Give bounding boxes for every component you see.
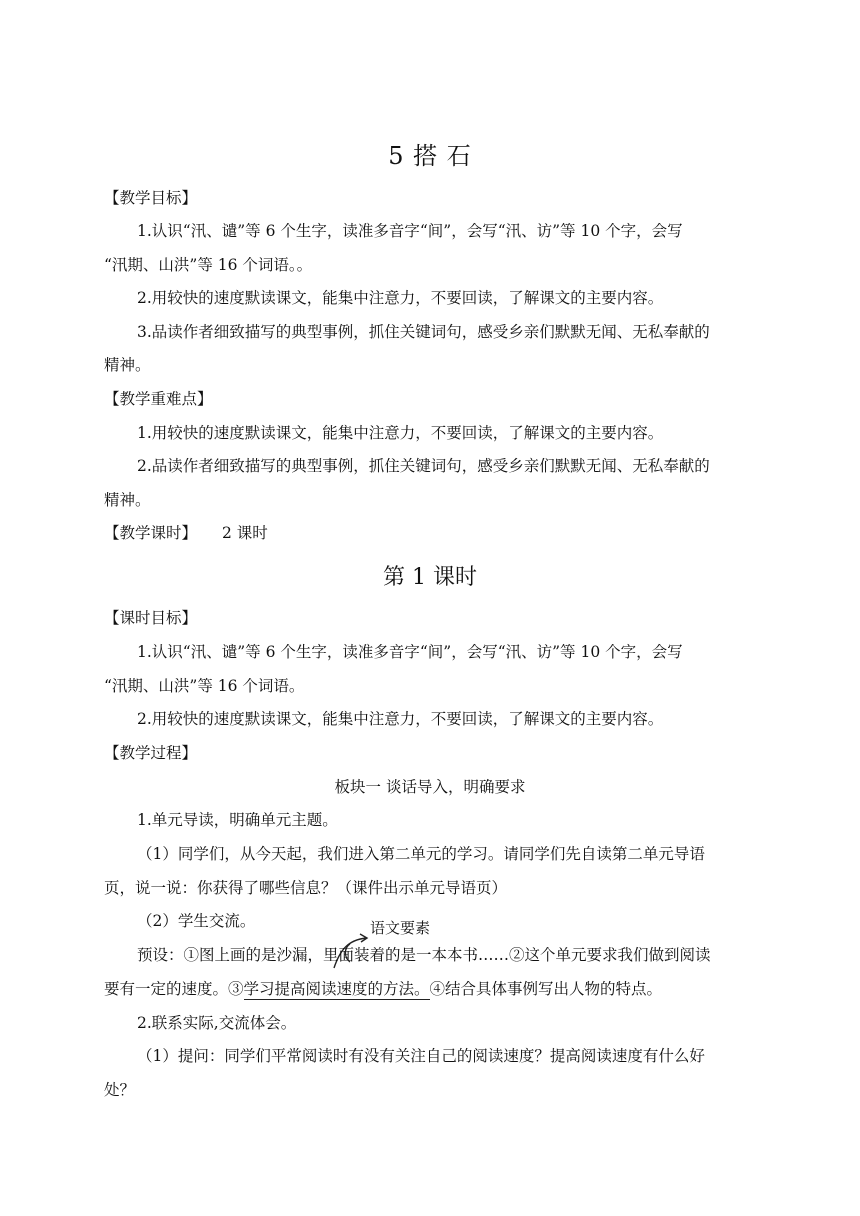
preset-line2 (104, 977, 662, 999)
step-1-1-line2: 页，说一说：你获得了哪些信息？（课件出示单元导语页） (104, 879, 508, 897)
step-2-1-line1: （1）提问：同学们平常阅读时有没有关注自己的阅读速度？提高阅读速度有什么好 (137, 1047, 705, 1065)
preset-part-b: 里面装着的是一本本书……②这个单元要求我们做到阅读 (323, 946, 711, 964)
teaching-goal-1-line1: 1.认识“汛、谴”等 6 个生字，读准多音字“间”，会写“汛、访”等 10 个字，会写 (137, 222, 683, 240)
process-heading: 【教学过程】 (104, 744, 198, 762)
underlined-reading-method: 学习提高阅读速度的方法。 (243, 980, 430, 998)
step-2-1-line2: 处？ (104, 1081, 136, 1099)
key-point-2-line1: 2.品读作者细致描写的典型事例，抓住关键词句，感受乡亲们默默无闻、无私奉献的 (137, 457, 710, 475)
class-hours-value: 2 课时 (222, 524, 268, 542)
lesson-goals-heading: 【课时目标】 (104, 609, 198, 627)
section1-title: 板块一 谈话导入，明确要求 (334, 778, 526, 796)
teaching-goal-1-line2: “汛期、山洪”等 16 个词语。。 (104, 256, 313, 274)
lesson-goal-1-line1: 1.认识“汛、谴”等 6 个生字，读准多音字“间”，会写“汛、访”等 10 个字，会写 (137, 643, 683, 661)
key-points-heading: 【教学重难点】 (104, 390, 213, 408)
step-1-1-line1: （1）同学们，从今天起，我们进入第二单元的学习。请同学们先自读第二单元导语 (137, 845, 705, 863)
step-2: 2.联系实际,交流体会。 (137, 1014, 297, 1032)
lesson-title: 5 搭 石 (388, 142, 472, 170)
teaching-goal-3-line2: 精神。 (104, 356, 151, 374)
step-1-2: （2）学生交流。 (137, 912, 256, 930)
class-hours-heading: 【教学课时】 (104, 524, 198, 542)
teaching-goal-2: 2.用较快的速度默读课文，能集中注意力，不要回读，了解课文的主要内容。 (137, 289, 664, 307)
key-point-2-line2: 精神。 (104, 491, 151, 509)
teaching-goal-3-line1: 3.品读作者细致描写的典型事例，抓住关键词句，感受乡亲们默默无闻、无私奉献的 (137, 323, 710, 341)
preset-part-a: 预设：①图上画的是沙漏， (137, 946, 324, 964)
key-point-1: 1.用较快的速度默读课文，能集中注意力，不要回读，了解课文的主要内容。 (137, 424, 664, 442)
teaching-goals-heading: 【教学目标】 (104, 189, 198, 207)
lesson-goal-1-line2: “汛期、山洪”等 16 个词语。 (104, 677, 305, 695)
annotation-label: 语文要素 (370, 919, 431, 937)
preset-part-e: ④结合具体事例写出人物的特点。 (429, 980, 663, 998)
preset-part-c: 要有一定的速度。③ (104, 980, 244, 998)
step-1: 1.单元导读，明确单元主题。 (137, 811, 338, 829)
lesson1-title: 第 1 课时 (383, 565, 477, 590)
preset-line1 (137, 943, 711, 965)
lesson-goal-2: 2.用较快的速度默读课文，能集中注意力，不要回读，了解课文的主要内容。 (137, 710, 664, 728)
